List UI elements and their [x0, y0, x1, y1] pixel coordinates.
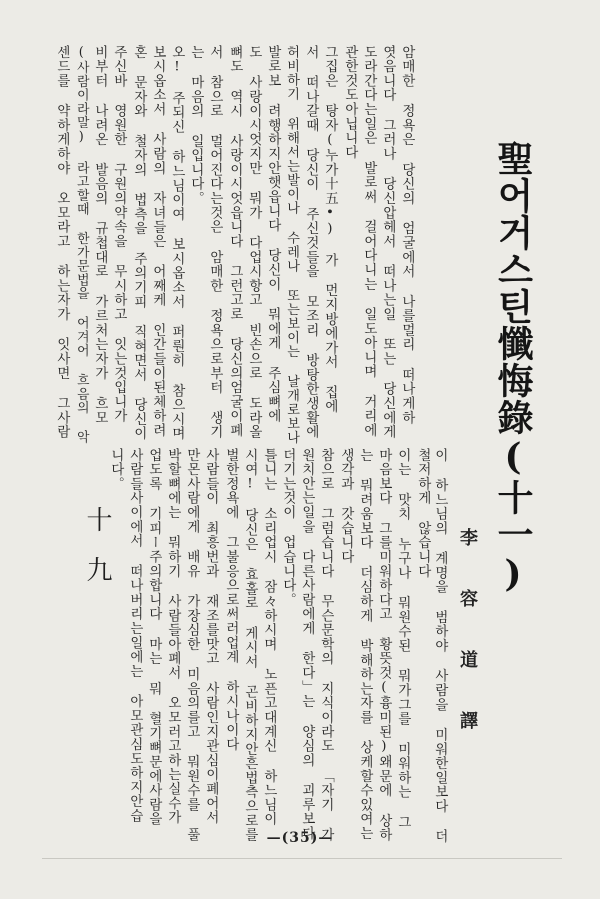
text-column: 도 사랑이시엇지만 뭐가 다업시항고 빈손으로 도라올	[246, 45, 262, 440]
bottom-shadow-line	[42, 858, 562, 859]
text-column: 더기는것이 업습니다。	[280, 448, 296, 607]
text-column: 발로보 려행하지안햇읍니다 당신이 뭐에게 주심뼈에	[265, 45, 281, 424]
text-column: 서 떠나갈때 당신이 주신것들을 모조리 방탕한생활에	[303, 45, 319, 440]
text-column: 비부터 나려온 발음의 규첩대로 가르처는자가 흐모	[92, 45, 108, 425]
text-column: 오! 주되신 하느님이여 보시옵소서 퍼뤈히 참으시며	[169, 45, 185, 441]
text-column: 생각과 갓습니다	[338, 448, 354, 564]
text-column: 허비하기 위해서는발이나 수레나 또는보이는 날개로보나	[284, 45, 300, 445]
text-column: 참으로 그럼습니다 무슨문학의 지식이라도 「자기 가	[318, 448, 334, 843]
text-column: 시여! 당신은 효홀로 게시서 곤비하지안흔법측으로를	[242, 448, 258, 843]
text-column: 엿음니다 그러나 당신압헤서 떠나는일 또는 당신에게	[380, 45, 396, 440]
text-column: 주신바 영원한 구원의약속을 무시하고 잇는것입니가	[111, 45, 127, 424]
text-column: 니다。	[108, 448, 124, 491]
text-column: 이는 맛치 누구나 뭐원수된 뭐가그를 미워하는 그	[395, 448, 411, 830]
text-column: 는 뭐려움보다 더심하게 박해하는자를 상케할수있여는	[357, 448, 373, 841]
chapter-number-nine: 九	[82, 556, 112, 582]
article-title: 聖어거스틴懺悔錄(十一)	[492, 140, 534, 596]
text-column: 암매한 정욕은 당신의 엄굴에서 나를멀리 떠나게하	[399, 45, 415, 425]
text-column: 서 참으로 멀어진다는것은 암매한 정욕으로부터 생기	[207, 45, 223, 440]
text-column: 틀니는 소리업시 잠々하시며 노픈고대계신 하느님이	[261, 448, 277, 827]
text-column: 사람들사이에서 떠나버리는일에는 아모관심도하지안습	[127, 448, 143, 823]
chapter-number-ten: 十	[82, 506, 112, 532]
text-column: 철저하게 않습니다	[415, 448, 431, 579]
text-column: 만몬사람에게 배유 가장심한 미음의를고 뭐원수를 풀	[184, 448, 200, 843]
text-column: 는 마음의 일입니다。	[188, 45, 204, 206]
text-column: 사람들이 최흥번과 재조를맛고 사람인지관심이폐어서	[203, 448, 219, 825]
text-column: 원치안는일을 다른사람에게 한다」는 양심의 괴루보다	[299, 448, 315, 841]
text-column: 업도록 기피ー주의합니다 마는 뭐 혈기뼈문에사람을	[146, 448, 162, 827]
text-column: 보시옵소서 사람의 자녀들은 어째케 인간들이된체하려	[150, 45, 166, 438]
text-column: 뼈도 역시 사랑이시엇읍니다 그런고로 당신의엄굴이폐	[227, 45, 243, 438]
text-column: 마음보다 그를미워하다고 황뜻것(흉미된)왜문에 상하	[376, 448, 392, 843]
text-column: 관한것도아닙니다	[342, 45, 358, 160]
text-column: 박할뼈에는 뭐하기 사람들아폐서 오모러고하는실수가	[165, 448, 181, 825]
translator-credit: 李 容 道 譯	[457, 528, 478, 740]
text-column: 센드를 약하게하야 오모라고 하는자가 잇사면 그사람	[54, 45, 70, 440]
text-column: (사람이라말) 라고할때 한가문법을 어겨어 흐음의 악	[73, 45, 89, 444]
page-number: —(35)—	[266, 830, 334, 846]
text-column: 벌한정욕에 그불응으로써러업계 하시나이다	[223, 448, 239, 752]
text-column: 도라간다는일은 발로써 걸어다니는 일도아니며 거리에	[361, 45, 377, 438]
text-column: 그집은 탕자(누가十五•) 가 먼지방에가서 집에	[322, 45, 338, 414]
text-column: 이 하느님의 계명을 범하야 사람을 미워한일보다 더	[432, 448, 448, 844]
text-column: 혼 문자와 철자의 법측을 주의기피 직혀면서 당신이	[131, 45, 147, 441]
